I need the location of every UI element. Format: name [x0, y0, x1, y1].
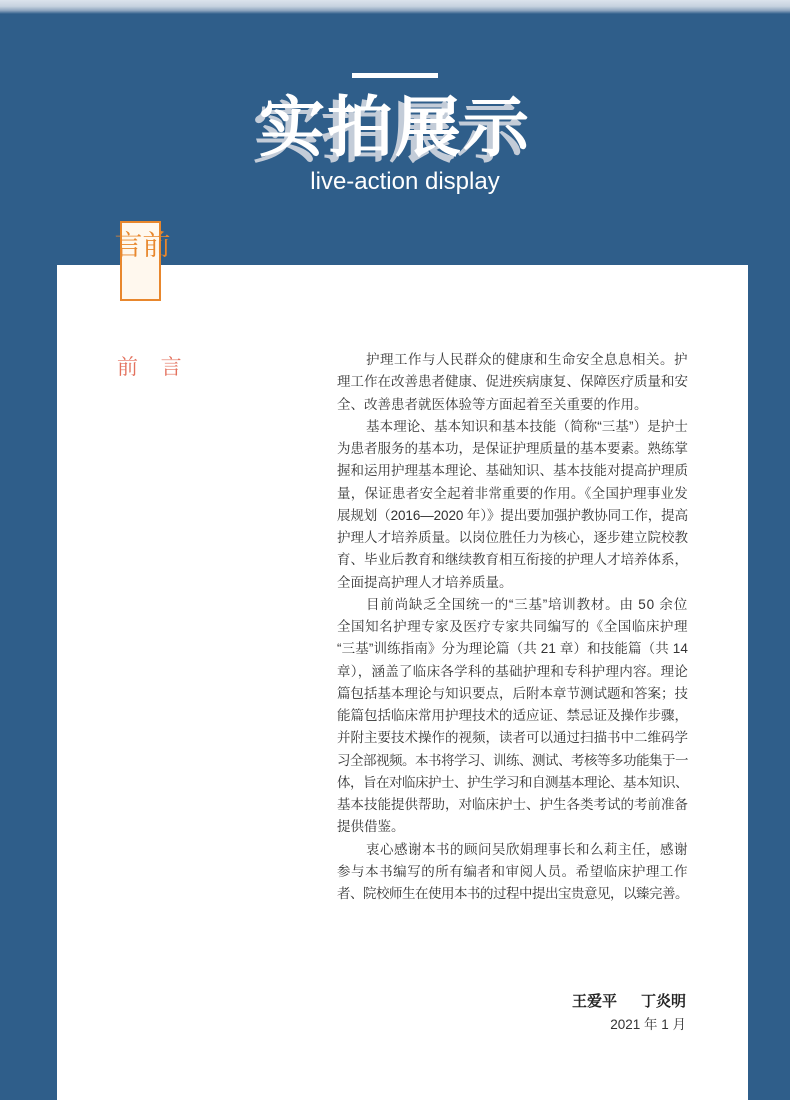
- preface-line: 章），涵盖了临床各学科的基础护理和专科护理内容。理论: [337, 663, 688, 679]
- preface-line: 衷心感谢本书的顾问吴欣娟理事长和么莉主任，感谢: [366, 841, 688, 857]
- author-name: 丁炎明: [640, 992, 686, 1010]
- preface-line: 能篇包括临床常用护理技术的适应证、禁忌证及操作步骤，: [337, 708, 688, 723]
- preface-line: 展规划（2016—2020 年）》提出要加强护教协同工作，提高: [337, 507, 688, 523]
- preface-line: 全面提高护理人才培养质量。: [337, 574, 513, 590]
- preface-line: 全、改善患者就医体验等方面起着至关重要的作用。: [337, 396, 648, 412]
- author-name: 王爱平: [571, 992, 617, 1010]
- preface-line: 量，保证患者安全起着非常重要的作用。《全国护理事业发: [337, 485, 688, 501]
- preface-paragraph: [337, 349, 688, 416]
- title-accent-bar: [352, 73, 438, 78]
- preface-tab-label: 前言: [110, 230, 172, 265]
- preface-line: 基本技能提供帮助，对临床护士、护生各类考试的考前准备: [337, 797, 688, 812]
- preface-line: 体，旨在对临床护士、护生学习和自测基本理论、基本知识、: [337, 774, 688, 790]
- author-signature: [337, 991, 686, 1011]
- preface-tab: [110, 221, 172, 301]
- preface-paragraph: [337, 594, 688, 839]
- preface-line: 护理工作与人民群众的健康和生命安全息息相关。护: [366, 352, 688, 367]
- preface-line: 全国知名护理专家及医疗专家共同编写的《全国临床护理: [337, 619, 688, 634]
- section-subtitle: live-action display: [310, 168, 500, 195]
- preface-line: “三基”训练指南》分为理论篇（共 21 章）和技能篇（共 14: [337, 641, 688, 657]
- preface-line: 护理人才培养质量。以岗位胜任力为核心，逐步建立院校教: [337, 530, 688, 545]
- preface-line: 习全部视频。本书将学习、训练、测试、考核等多功能集于一: [337, 752, 688, 768]
- preface-line: 篇包括基本理论与知识要点，后附本章节测试题和答案；技: [337, 685, 688, 701]
- preface-body: [337, 349, 688, 905]
- preface-paragraph: [337, 839, 688, 906]
- top-photo-edge: [0, 0, 790, 14]
- preface-line: 并附主要技术操作的视频，读者可以通过扫描书中二维码学: [337, 730, 688, 746]
- preface-line: 参与本书编写的所有编者和审阅人员。希望临床护理工作: [337, 863, 688, 879]
- preface-date: 2021 年 1 月: [610, 1017, 686, 1032]
- preface-line: 目前尚缺乏全国统一的“三基”培训教材。由 50 余位: [366, 596, 688, 612]
- section-title: 实拍展示: [259, 89, 531, 166]
- preface-paragraph: [337, 416, 688, 594]
- preface-line: 基本理论、基本知识和基本技能（简称“三基”）是护士: [366, 418, 688, 434]
- preface-line: 提供借鉴。: [337, 819, 405, 835]
- preface-line: 育、毕业后教育和继续教育相互衔接的护理人才培养体系，: [337, 552, 688, 568]
- preface-line: 握和运用护理基本理论、基础知识、基本技能对提高护理质: [337, 463, 688, 479]
- preface-line: 为患者服务的基本功，是保证护理质量的基本要素。熟练掌: [337, 441, 688, 456]
- preface-line: 理工作在改善患者健康、促进疾病康复、保障医疗质量和安: [337, 374, 688, 390]
- preface-line: 者、院校师生在使用本书的过程中提出宝贵意见，以臻完善。: [337, 886, 688, 901]
- preface-heading: 前 言: [117, 355, 190, 379]
